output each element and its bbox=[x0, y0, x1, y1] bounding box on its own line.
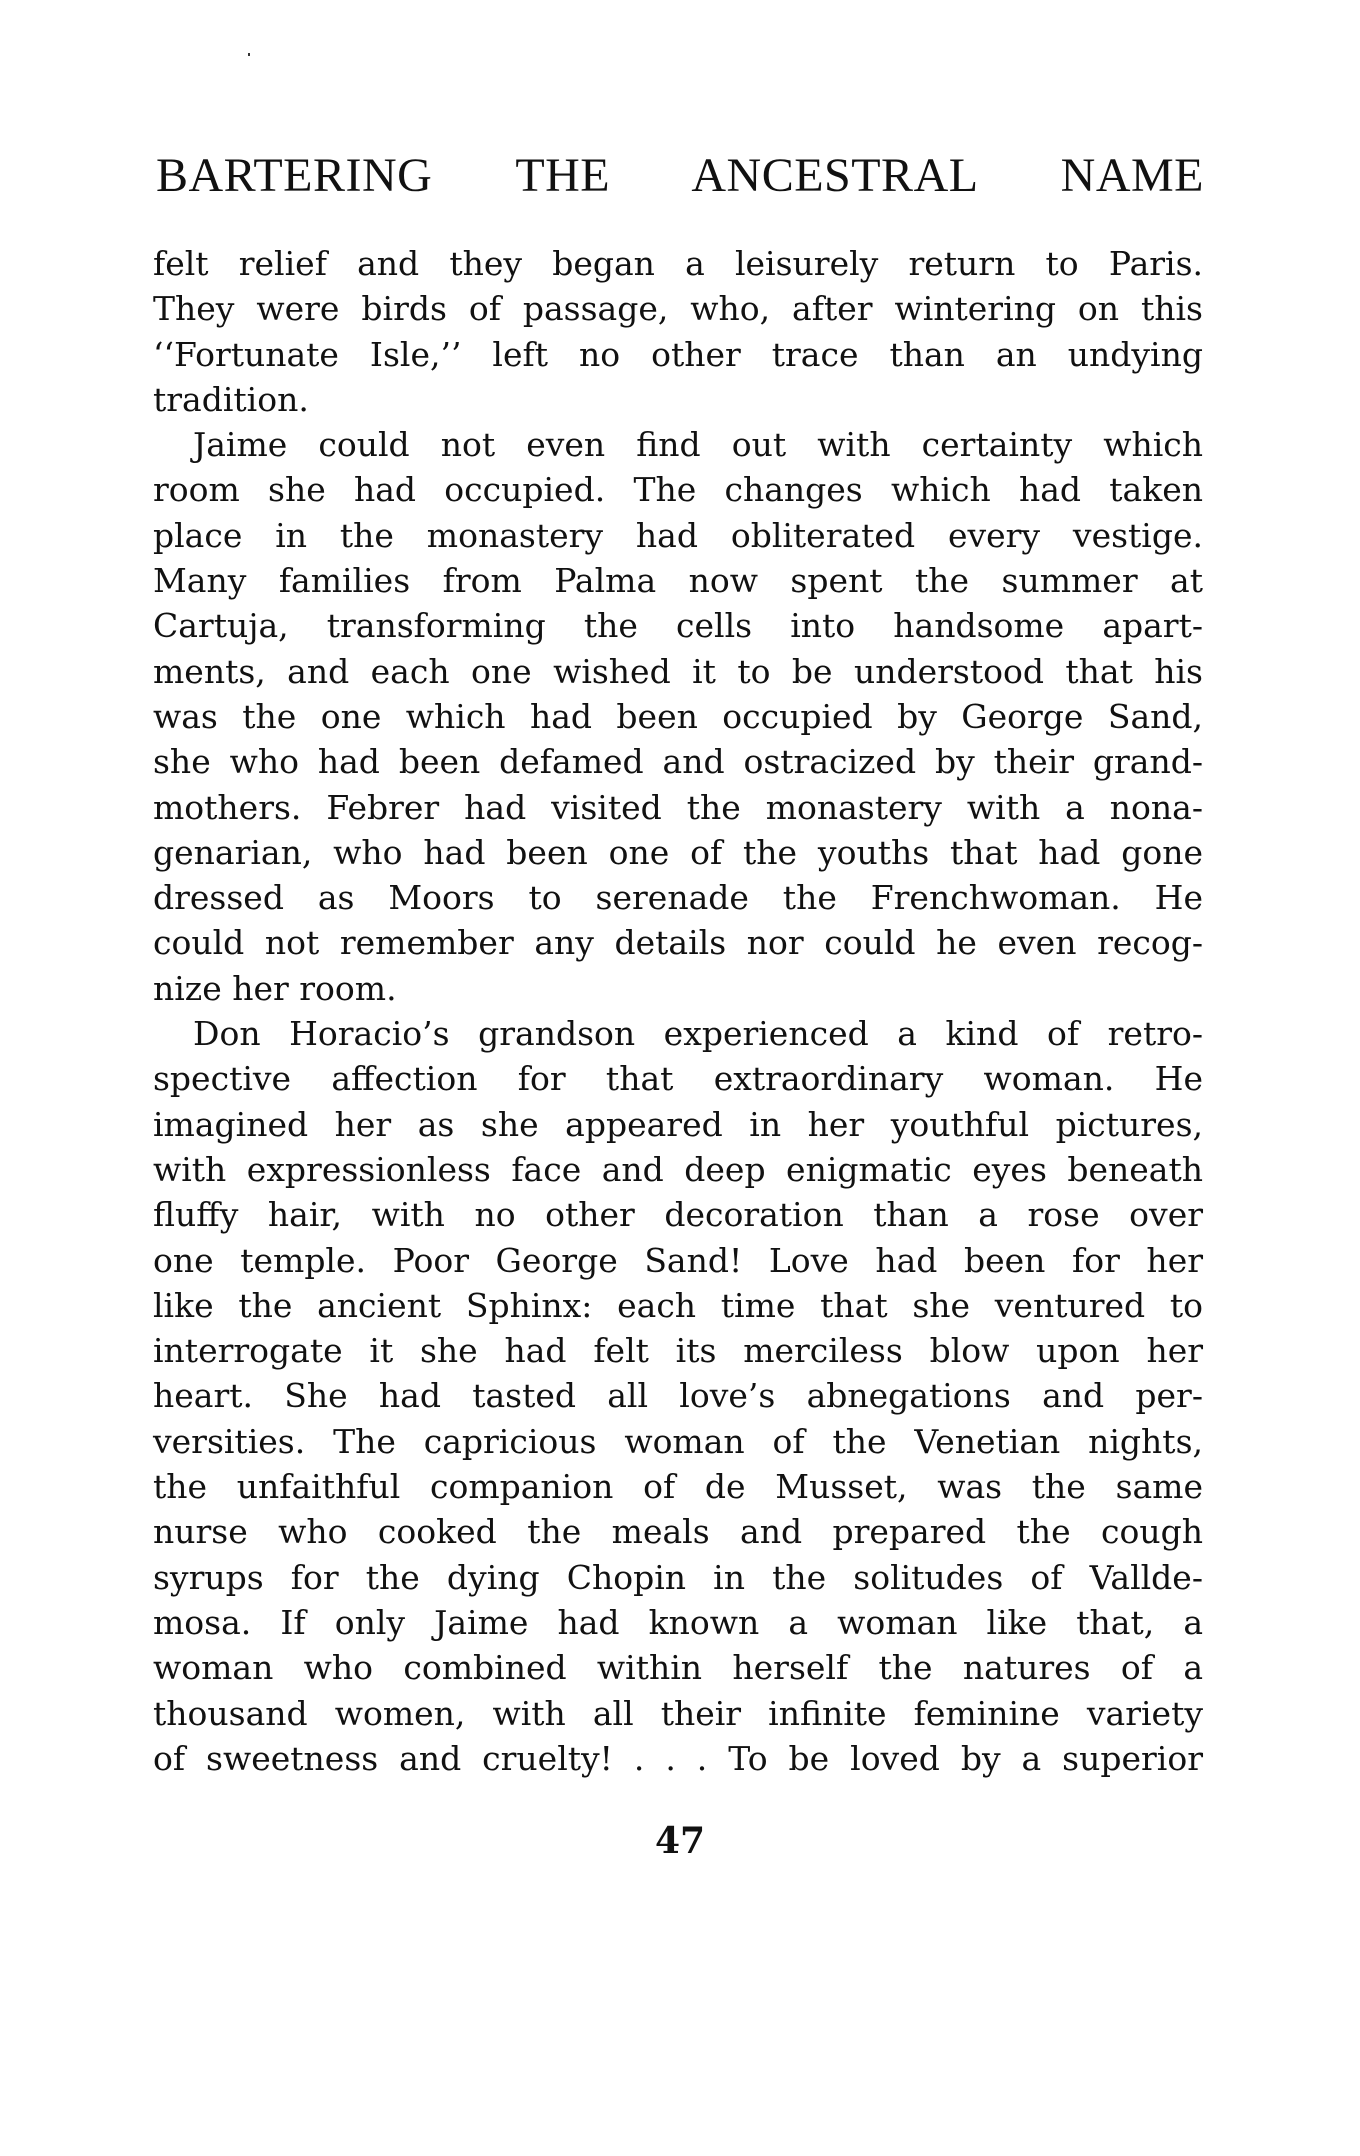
text-line: imagined her as she appeared in her youthful pictures, bbox=[153, 1104, 1203, 1144]
text-line: syrups for the dying Chopin in the solitudes of Vallde- bbox=[153, 1557, 1203, 1597]
text-line: she who had been defamed and ostracized by their grand- bbox=[153, 742, 1203, 782]
text-line: nize her room. bbox=[153, 968, 397, 1008]
running-head: BARTERING THE ANCESTRAL NAME bbox=[156, 149, 1204, 202]
text-line: felt relief and they began a leisurely return to Paris. bbox=[153, 244, 1203, 283]
text-line: mosa. If only Jaime had known a woman like that, a bbox=[153, 1602, 1203, 1642]
text-line: ments, and each one wished it to be understood that his bbox=[153, 651, 1203, 691]
text-line: the unfaithful companion of de Musset, was the same bbox=[153, 1467, 1203, 1507]
text-line: room she had occupied. The changes which had taken bbox=[153, 470, 1203, 510]
scan-speck bbox=[248, 53, 250, 56]
page-number: 47 bbox=[654, 1820, 706, 1862]
text-line: could not remember any details nor could he even recog- bbox=[153, 923, 1203, 963]
text-line: spective affection for that extraordinary woman. He bbox=[153, 1059, 1203, 1099]
paragraph-1 bbox=[153, 241, 1203, 422]
text-line: woman who combined within herself the natures of a bbox=[153, 1648, 1203, 1688]
text-line: tradition. bbox=[153, 379, 309, 419]
text-line: mothers. Febrer had visited the monastery with a nona- bbox=[153, 787, 1203, 827]
text-line: genarian, who had been one of the youths that had gone bbox=[153, 832, 1203, 872]
text-line: ‘‘Fortunate Isle,’’ left no other trace than an undying bbox=[153, 334, 1203, 374]
text-line: They were birds of passage, who, after wintering on this bbox=[153, 289, 1203, 329]
text-line: was the one which had been occupied by George Sand, bbox=[153, 696, 1203, 736]
text-line: Many families from Palma now spent the summer at bbox=[153, 561, 1203, 601]
text-line: thousand women, with all their infinite feminine variety bbox=[153, 1693, 1203, 1733]
text-line: nurse who cooked the meals and prepared the cough bbox=[153, 1512, 1203, 1552]
text-line: like the ancient Sphinx: each time that she ventured to bbox=[153, 1285, 1203, 1325]
text-line: Cartuja, transforming the cells into handsome apart- bbox=[153, 606, 1203, 646]
text-line: dressed as Moors to serenade the Frenchwoman. He bbox=[153, 878, 1203, 918]
text-line: heart. She had tasted all love’s abnegations and per- bbox=[153, 1376, 1203, 1416]
text-line: with expressionless face and deep enigmatic eyes beneath bbox=[153, 1149, 1203, 1189]
text-line: place in the monastery had obliterated every vestige. bbox=[153, 515, 1203, 555]
text-line: fluffy hair, with no other decoration than a rose over bbox=[153, 1195, 1203, 1235]
text-line: Jaime could not even find out with certainty which bbox=[193, 425, 1203, 465]
body-text bbox=[153, 241, 1203, 1781]
paragraph-2 bbox=[153, 422, 1203, 1011]
paragraph-3 bbox=[153, 1011, 1203, 1781]
text-line: one temple. Poor George Sand! Love had been for her bbox=[153, 1240, 1203, 1280]
text-line: interrogate it she had felt its merciless blow upon her bbox=[153, 1331, 1203, 1371]
text-line: of sweetness and cruelty! . . . To be loved by a superior bbox=[153, 1738, 1203, 1778]
text-line: Don Horacio’s grandson experienced a kind of retro- bbox=[193, 1014, 1203, 1054]
text-line: versities. The capricious woman of the Venetian nights, bbox=[153, 1421, 1203, 1461]
